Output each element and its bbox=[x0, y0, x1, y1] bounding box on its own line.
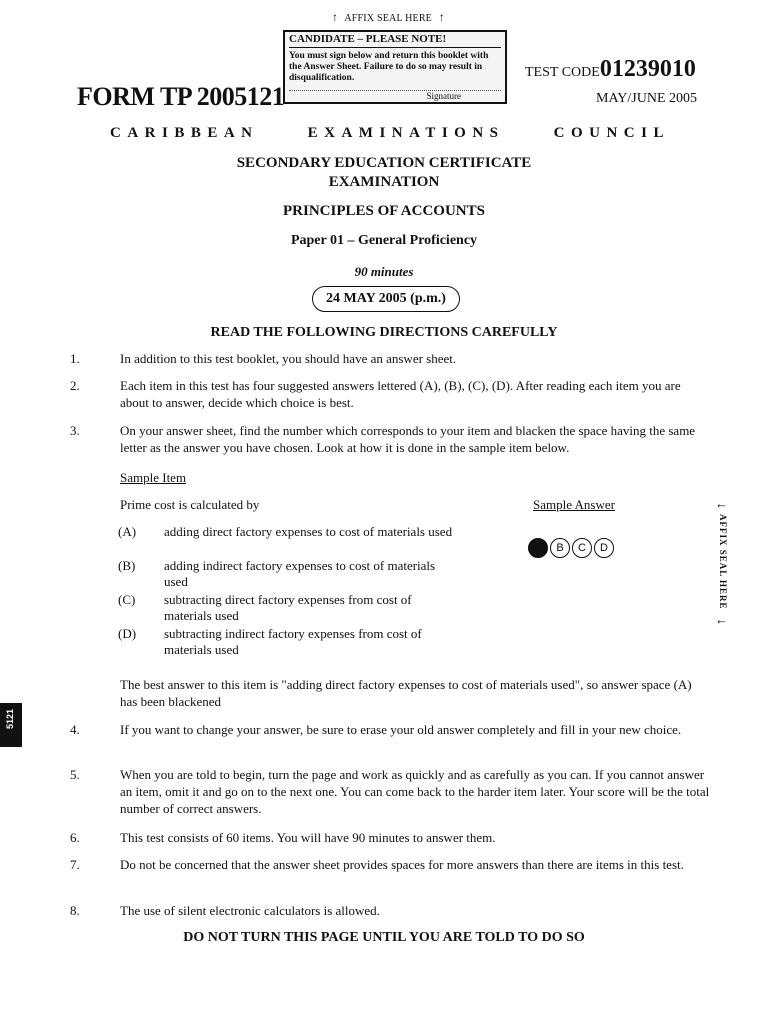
option-letter: (D) bbox=[118, 626, 137, 641]
direction-item bbox=[70, 766, 710, 817]
subject-title: PRINCIPLES OF ACCOUNTS bbox=[283, 203, 485, 219]
candidate-note-heading: CANDIDATE – PLEASE NOTE! bbox=[289, 34, 501, 48]
council-word: EXAMINATIONS bbox=[307, 125, 505, 141]
exam-session: MAY/JUNE 2005 bbox=[596, 91, 697, 106]
sample-option bbox=[118, 626, 458, 658]
direction-number: 7. bbox=[70, 857, 80, 872]
direction-text: If you want to change your answer, be sure to erase your old answer completely and fill in your new choice. bbox=[120, 722, 682, 737]
option-text: adding direct factory expenses to cost of materials used bbox=[164, 524, 453, 539]
paper-title: Paper 01 – General Proficiency bbox=[290, 233, 478, 248]
direction-item bbox=[70, 377, 710, 411]
candidate-note-box bbox=[283, 30, 507, 104]
test-code-number: 01239010 bbox=[599, 56, 696, 82]
duration: 90 minutes bbox=[354, 264, 414, 279]
arrow-left-icon: ← bbox=[715, 612, 728, 627]
direction-number: 5. bbox=[70, 767, 80, 782]
council-name bbox=[110, 125, 670, 142]
arrow-up-icon: ↑ bbox=[332, 10, 339, 24]
direction-number: 8. bbox=[70, 903, 80, 918]
sample-answer-label: Sample Answer bbox=[533, 497, 615, 512]
final-instruction: DO NOT TURN THIS PAGE UNTIL YOU ARE TOLD TO DO SO bbox=[183, 930, 585, 945]
signature-label: Signature bbox=[289, 90, 501, 102]
direction-item bbox=[70, 902, 710, 919]
council-word: COUNCIL bbox=[553, 125, 670, 141]
side-seal-label: AFFIX SEAL HERE bbox=[718, 514, 728, 610]
option-text: adding indirect factory expenses to cost of materials used bbox=[164, 558, 436, 589]
direction-number: 4. bbox=[70, 722, 80, 737]
option-text: subtracting direct factory expenses from cost of materials used bbox=[164, 592, 412, 623]
test-code-label: TEST CODE bbox=[525, 65, 600, 80]
affix-seal-side bbox=[712, 496, 732, 626]
direction-item bbox=[70, 422, 710, 456]
option-letter: (A) bbox=[118, 524, 137, 539]
sample-option bbox=[118, 592, 458, 624]
direction-number: 3. bbox=[70, 423, 80, 438]
arrow-left-icon: ← bbox=[715, 496, 728, 511]
sample-option bbox=[118, 524, 458, 540]
direction-text: On your answer sheet, find the number which corresponds to your item and blacken the space having the same letter as the answer you have chosen. Look at how it is done in the sample item below. bbox=[120, 423, 696, 455]
option-letter: (C) bbox=[118, 592, 136, 607]
direction-number: 2. bbox=[70, 378, 80, 393]
sample-option bbox=[118, 558, 458, 590]
answer-bubble-a-filled bbox=[528, 538, 548, 558]
direction-number: 6. bbox=[70, 830, 80, 845]
direction-text: When you are told to begin, turn the page and work as quickly and as carefully as you can. If you cannot answer an item, omit it and go on to the next one. You can come back to the harder item later. Your score will be the total number of correct answers. bbox=[120, 767, 710, 816]
direction-text: In addition to this test booklet, you should have an answer sheet. bbox=[120, 351, 457, 366]
test-code bbox=[525, 56, 696, 83]
direction-text: The use of silent electronic calculators is allowed. bbox=[120, 903, 380, 918]
direction-item bbox=[70, 721, 710, 738]
sample-explanation: The best answer to this item is "adding direct factory expenses to cost of materials used", so answer space (A) has been blackened bbox=[120, 677, 692, 709]
directions-heading: READ THE FOLLOWING DIRECTIONS CAREFULLY bbox=[210, 325, 558, 340]
affix-seal-label: AFFIX SEAL HERE bbox=[344, 13, 432, 24]
direction-item bbox=[70, 829, 710, 846]
exam-date: 24 MAY 2005 (p.m.) bbox=[312, 286, 460, 312]
answer-bubble-b: B bbox=[550, 538, 570, 558]
sample-question: Prime cost is calculated by bbox=[120, 497, 260, 512]
certificate-line-2: EXAMINATION bbox=[328, 174, 440, 190]
direction-text: Each item in this test has four suggested answers lettered (A), (B), (C), (D). After reading each item you are about to answer, decide which choice is best. bbox=[120, 378, 681, 410]
form-code: FORM TP 2005121 bbox=[77, 82, 285, 111]
direction-item bbox=[70, 350, 710, 367]
affix-seal-top bbox=[328, 10, 449, 25]
candidate-note-message: You must sign below and return this booklet with the Answer Sheet. Failure to do so may result in disqualification. bbox=[289, 51, 489, 83]
answer-bubble-c: C bbox=[572, 538, 592, 558]
direction-text: This test consists of 60 items. You will have 90 minutes to answer them. bbox=[120, 830, 496, 845]
certificate-line-1: SECONDARY EDUCATION CERTIFICATE bbox=[236, 155, 532, 171]
side-tab-code: 5121 bbox=[5, 709, 15, 730]
sample-answer-bubbles bbox=[528, 538, 614, 558]
side-code-tab bbox=[0, 703, 22, 747]
direction-text: Do not be concerned that the answer sheet provides spaces for more answers than there are items in this test. bbox=[120, 857, 684, 872]
answer-bubble-d: D bbox=[594, 538, 614, 558]
arrow-up-icon: ↑ bbox=[438, 10, 445, 24]
council-word: CARIBBEAN bbox=[110, 125, 259, 141]
option-letter: (B) bbox=[118, 558, 136, 573]
option-text: subtracting indirect factory expenses from cost of materials used bbox=[164, 626, 422, 657]
direction-item bbox=[70, 856, 710, 873]
sample-item-title: Sample Item bbox=[120, 470, 187, 485]
direction-number: 1. bbox=[70, 351, 80, 366]
